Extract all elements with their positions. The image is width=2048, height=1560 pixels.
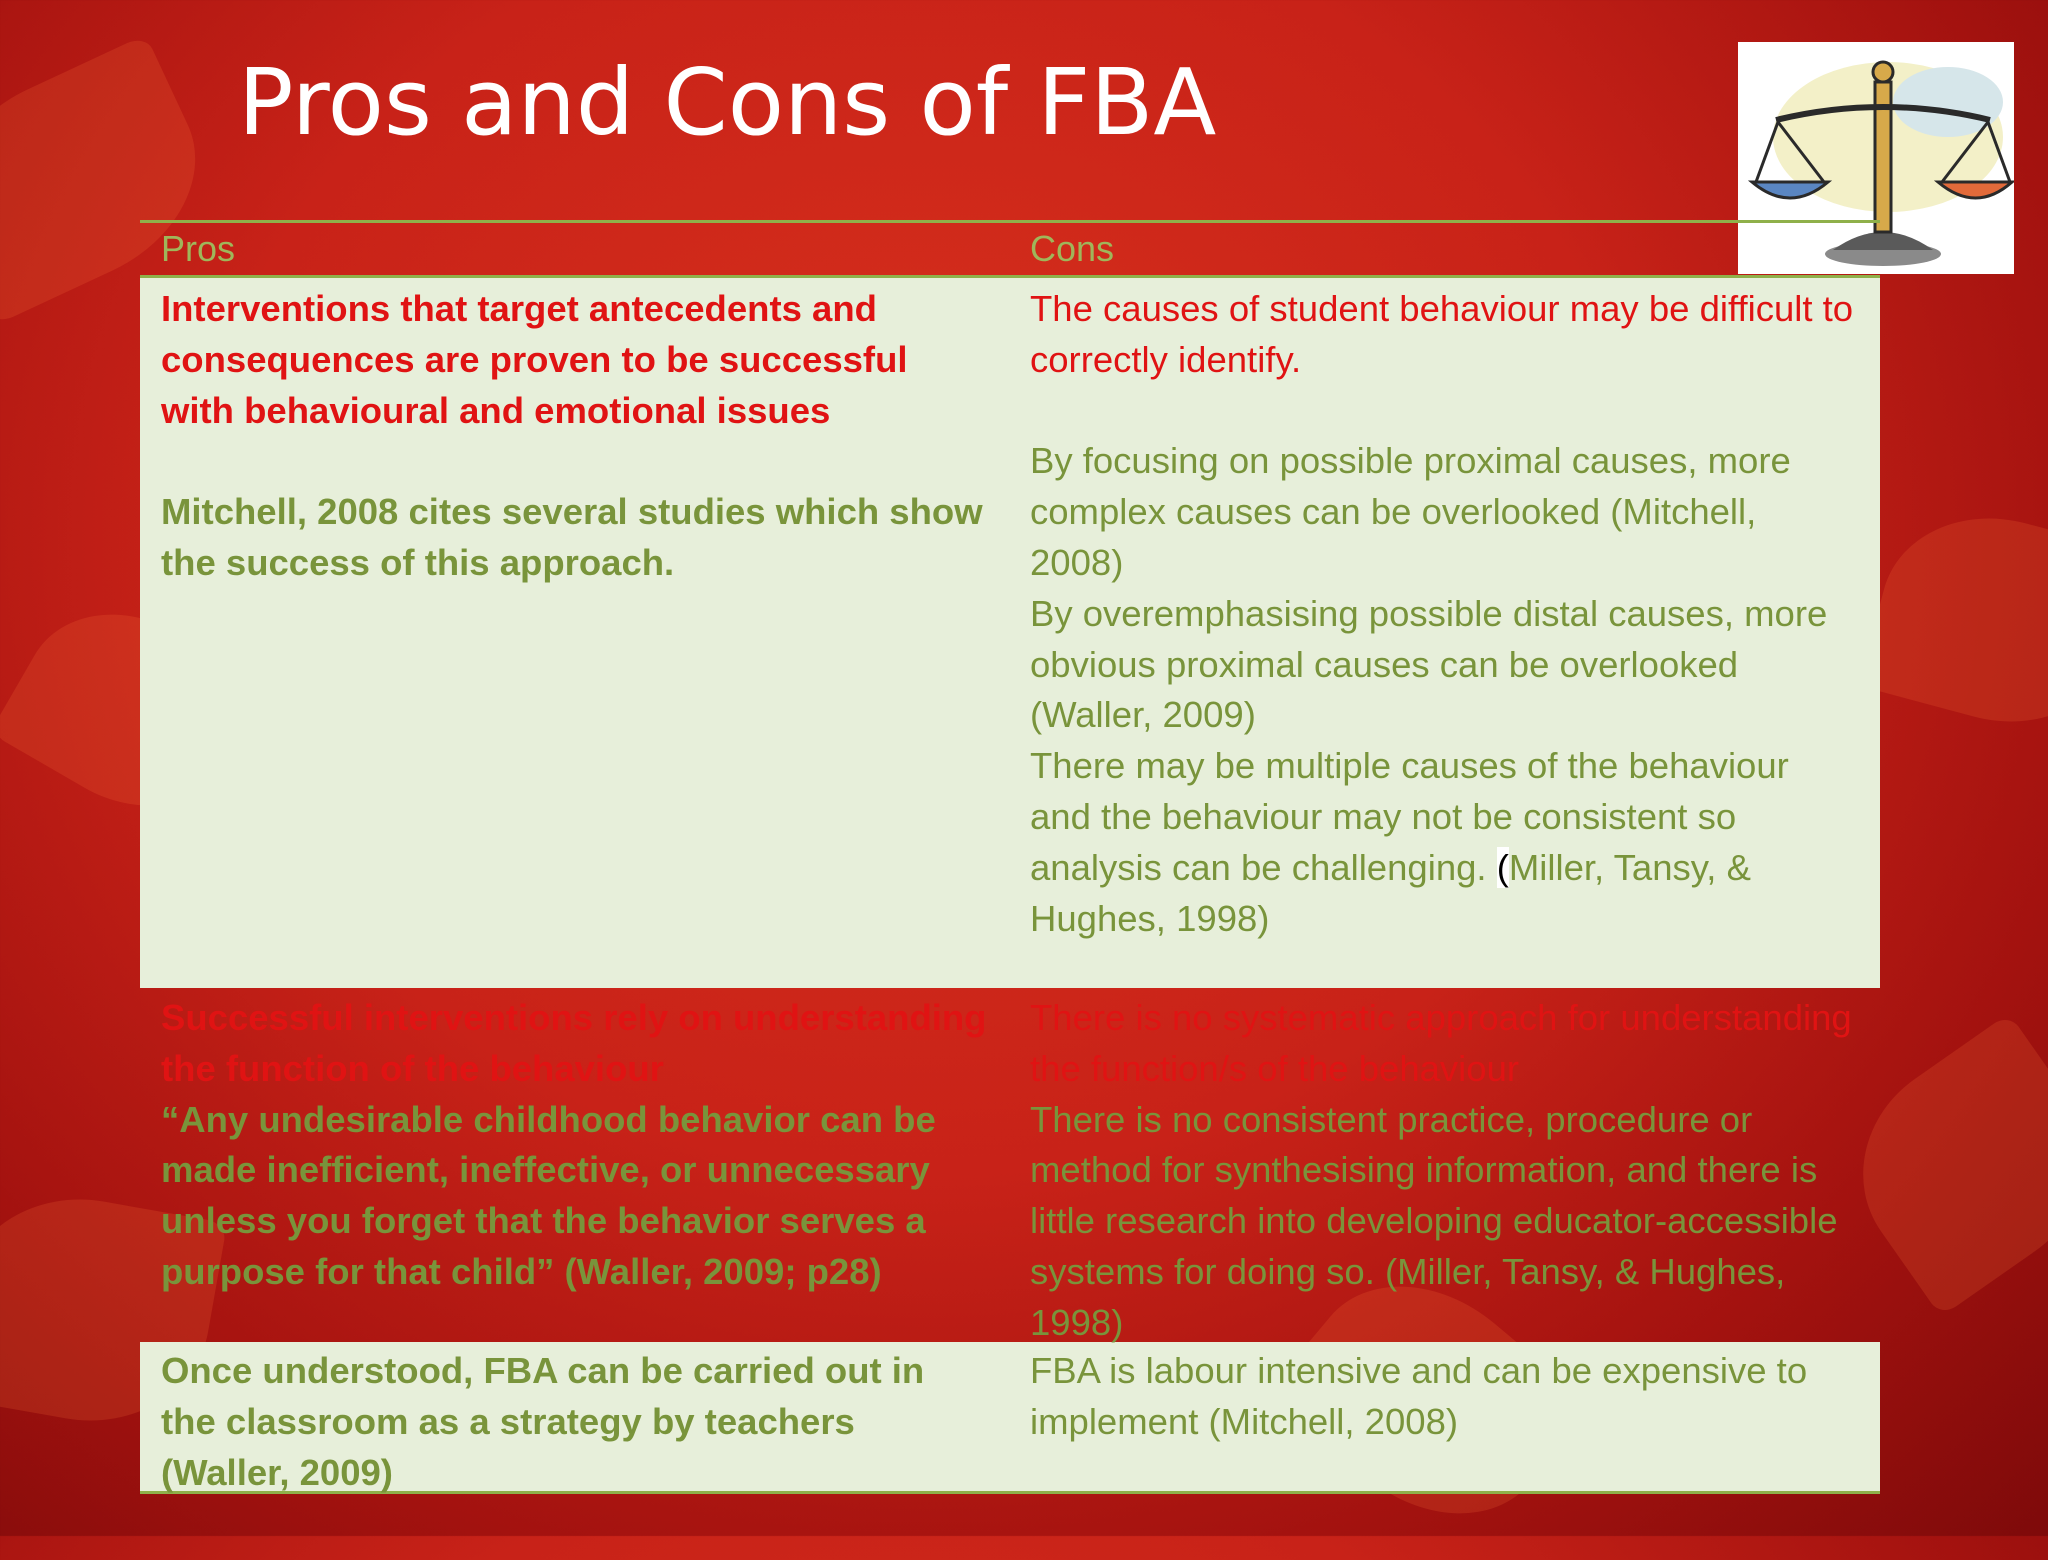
- pros-function-claim: Successful interventions rely on understanding the function of the behaviour: [161, 997, 987, 1089]
- cons-point-multiple-causes-text: There may be multiple causes of the behaviour and the behaviour may not be consistent so analysis can be challenging.: [1030, 745, 1789, 888]
- pros-function-quote: “Any undesirable childhood behavior can be made inefficient, ineffective, or unnecessary unless you forget that the behavior serves a purpose for that child” (Waller, 2009; p28): [161, 1098, 936, 1292]
- pros-cell: [140, 993, 1009, 1342]
- pros-cell: [140, 1346, 1009, 1491]
- cons-point-multiple-causes-citation: Miller, Tansy, & Hughes, 1998): [1030, 846, 1751, 939]
- cons-point-distal: By overemphasising possible distal causes, more obvious proximal causes can be overlooked (Waller, 2009): [1030, 592, 1828, 736]
- pros-evidence-claim: Interventions that target antecedents and consequences are proven to be successful with behavioural and emotional issues: [161, 288, 908, 431]
- slide-title: Pros and Cons of FBA: [238, 49, 1217, 156]
- cons-cell: [1009, 1346, 1880, 1491]
- header-pros: Pros: [161, 228, 236, 269]
- table-row: [140, 278, 1880, 988]
- header-cons: Cons: [1030, 228, 1115, 269]
- pros-cons-table: [140, 220, 1880, 1494]
- cons-labour-intensive: FBA is labour intensive and can be expensive to implement (Mitchell, 2008): [1030, 1350, 1808, 1442]
- cons-identification-claim: The causes of student behaviour may be difficult to correctly identify.: [1030, 288, 1854, 380]
- pros-classroom-strategy: Once understood, FBA can be carried out in the classroom as a strategy by teachers (Waller, 2009): [161, 1350, 925, 1493]
- highlighted-parenthesis: (: [1496, 846, 1509, 888]
- cons-point-proximal: By focusing on possible proximal causes, more complex causes can be overlooked (Mitchell, 2008): [1030, 440, 1791, 583]
- table-header-row: [140, 223, 1880, 278]
- table-row: [140, 1342, 1880, 1494]
- cons-cell: [1009, 284, 1880, 988]
- cons-systematic-claim: There is no systematic approach for understanding the function/s of the behaviour: [1030, 997, 1852, 1089]
- pros-evidence-support: Mitchell, 2008 cites several studies which show the success of this approach.: [161, 491, 983, 583]
- pros-cell: [140, 284, 1009, 988]
- cons-point-multiple-causes: [1030, 741, 1858, 944]
- background-leaf: [1858, 492, 2048, 747]
- table-row: [140, 988, 1880, 1342]
- cons-cell: [1009, 993, 1880, 1342]
- cons-systematic-support: There is no consistent practice, procedure or method for synthesising information, and there is little research into developing educator-accessible systems for doing so. (Miller, Tansy, & Hughes, 1998): [1030, 1098, 1838, 1343]
